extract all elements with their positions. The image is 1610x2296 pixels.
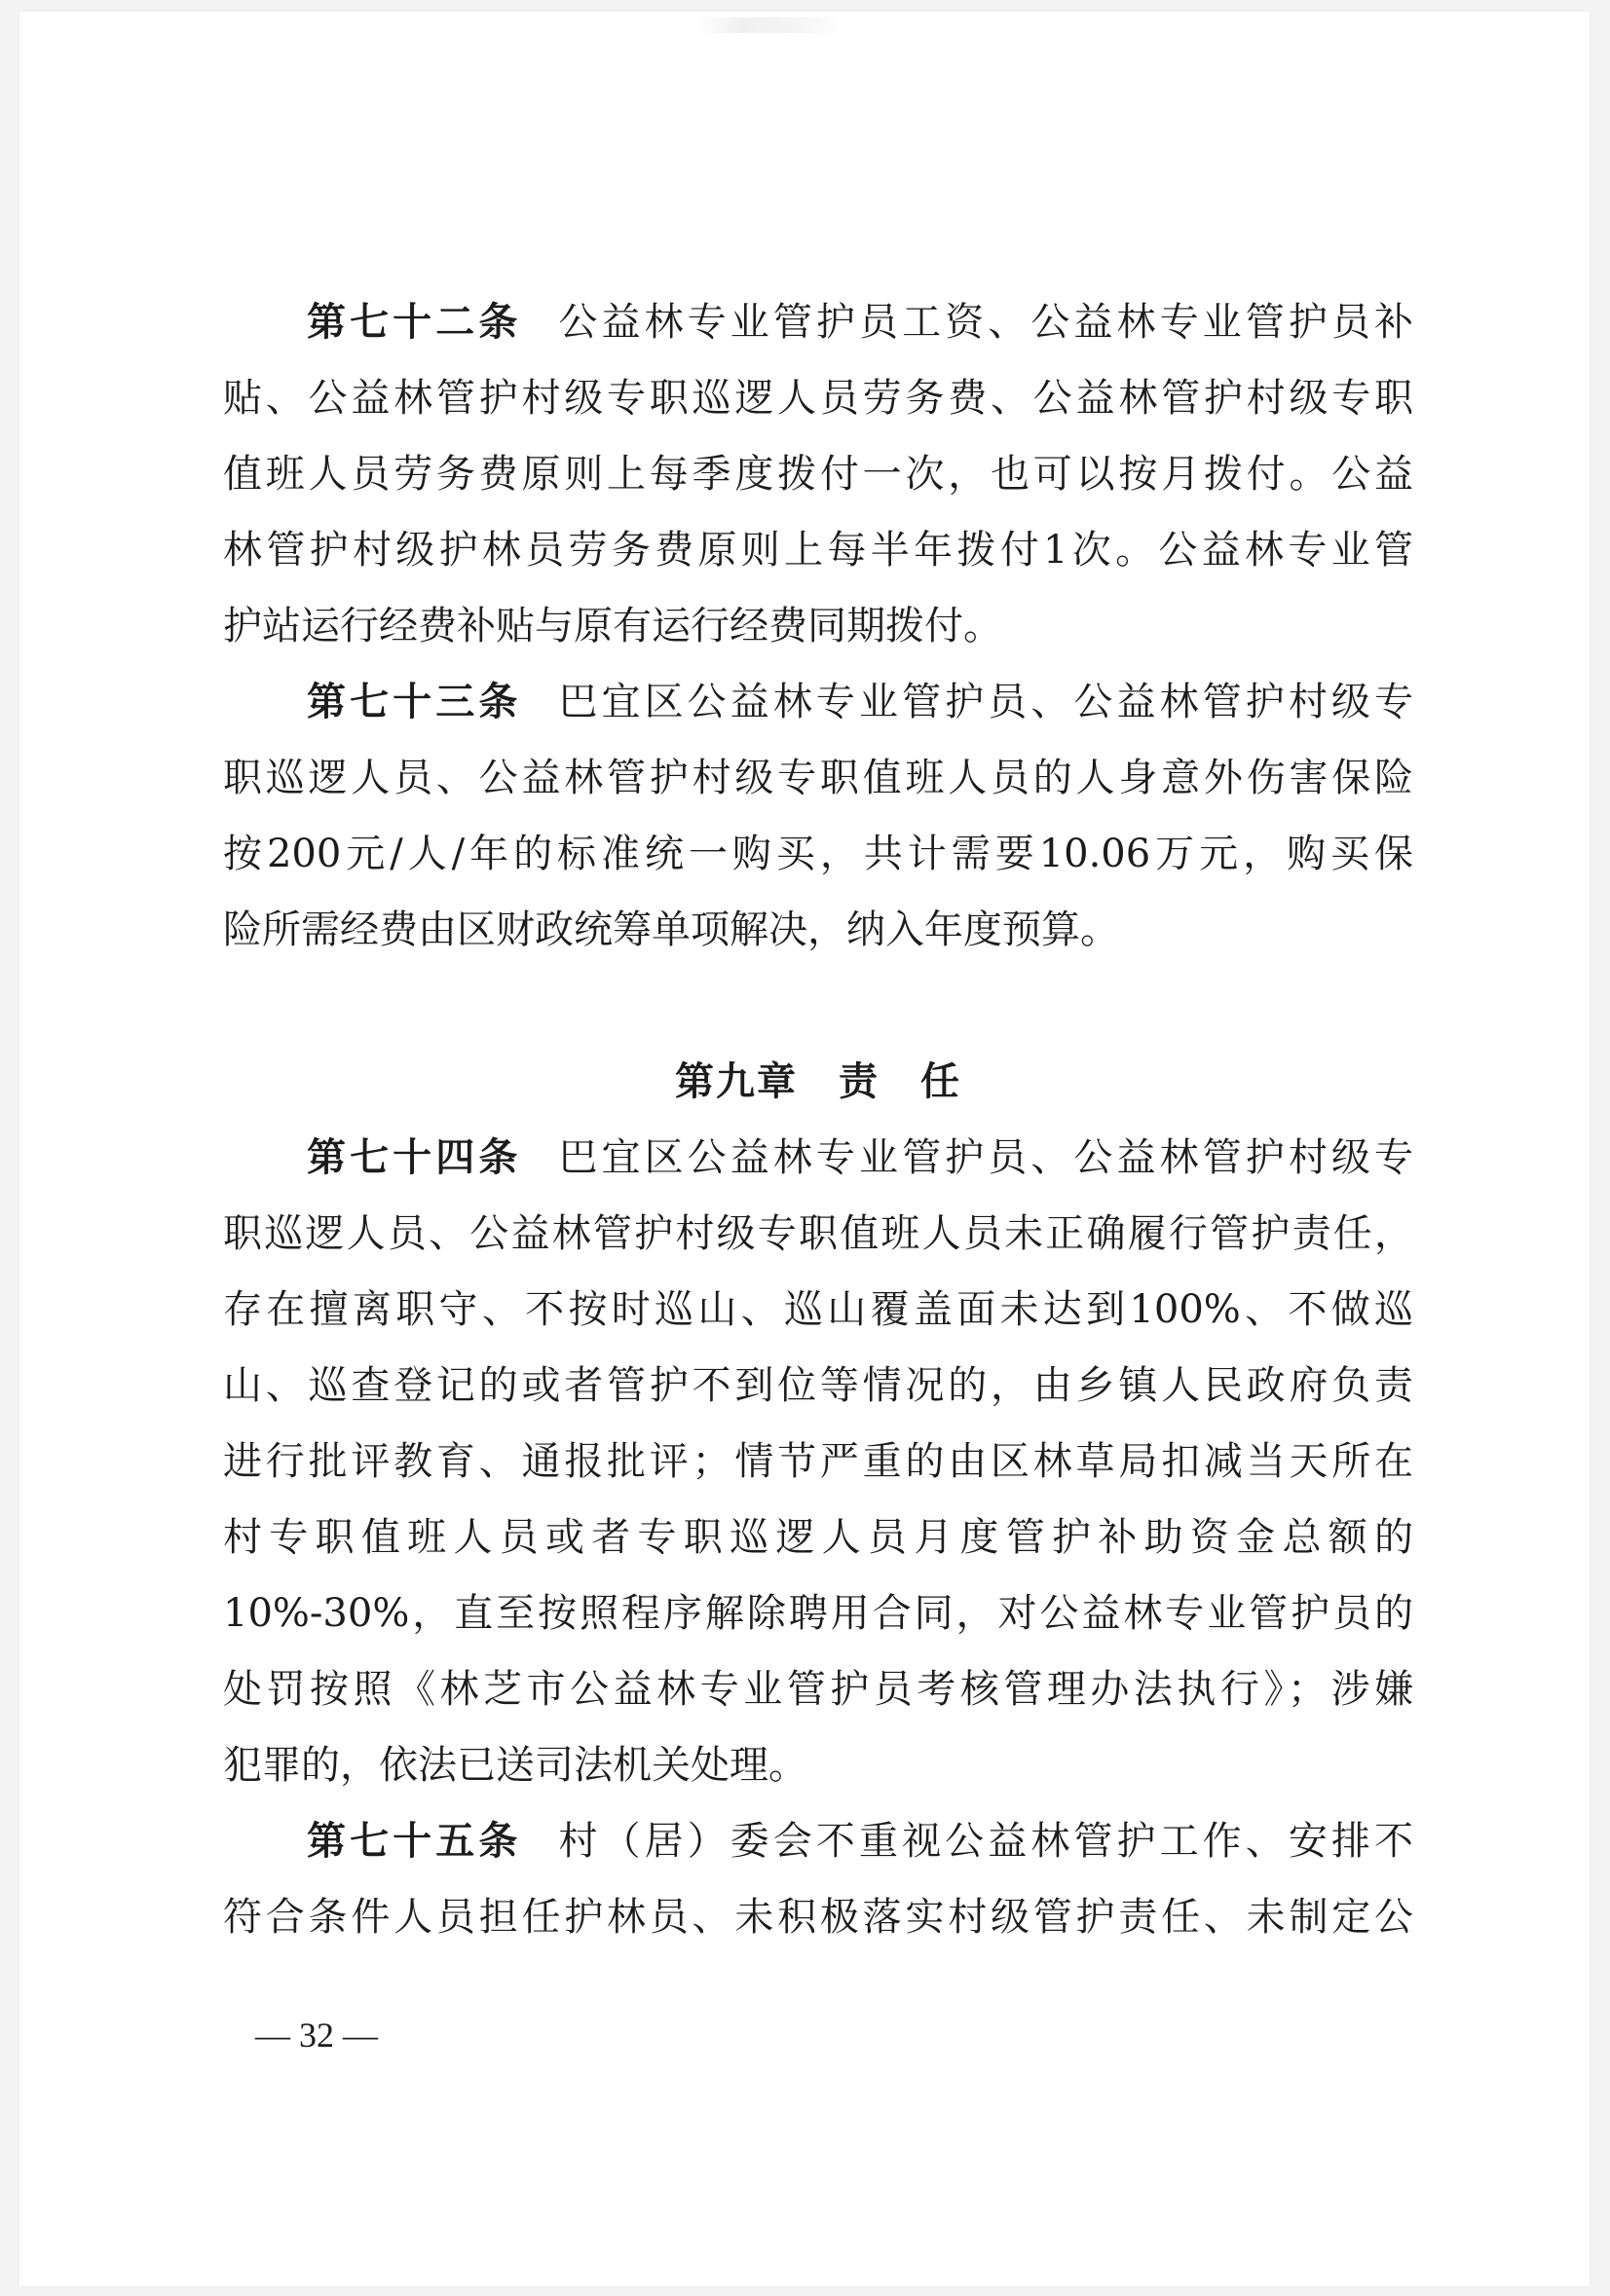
article-74-line-6: 村专职值班人员或者专职巡逻人员月度管护补助资金总额的 xyxy=(223,1515,1413,1560)
article-73-line-1 xyxy=(307,675,1413,729)
article-75-label: 第七十五条 xyxy=(307,1819,522,1864)
article-73-label: 第七十三条 xyxy=(307,680,522,724)
page-number: — 32 — xyxy=(255,2016,378,2055)
article-73-text-1: 巴宜区公益林专业管护员、公益林管护村级专 xyxy=(558,680,1414,724)
article-74-text-1: 巴宜区公益林专业管护员、公益林管护村级专 xyxy=(558,1135,1414,1180)
article-72-line-1 xyxy=(307,295,1413,350)
article-74-label: 第七十四条 xyxy=(307,1135,522,1180)
article-72-line-5: 护站运行经费补贴与原有运行经费同期拨付。 xyxy=(223,604,1002,648)
article-72-label: 第七十二条 xyxy=(307,300,522,345)
scan-artifact xyxy=(696,18,842,33)
article-74-line-2: 职巡逻人员、公益林管护村级专职值班人员未正确履行管护责任， xyxy=(223,1211,1413,1256)
article-74-line-3: 存在擅离职守、不按时巡山、巡山覆盖面未达到100%、不做巡 xyxy=(223,1287,1413,1332)
article-74-line-5: 进行批评教育、通报批评；情节严重的由区林草局扣减当天所在 xyxy=(223,1439,1413,1484)
article-74-line-9: 犯罪的，依法已送司法机关处理。 xyxy=(223,1743,807,1788)
chapter-heading: 第九章 责 任 xyxy=(675,1059,961,1104)
article-73-line-4: 险所需经费由区财政统筹单项解决，纳入年度预算。 xyxy=(223,907,1119,952)
article-74-line-1 xyxy=(307,1130,1413,1185)
article-75-line-2: 符合条件人员担任护林员、未积极落实村级管护责任、未制定公 xyxy=(223,1895,1413,1940)
article-74-line-7: 10%-30%，直至按照程序解除聘用合同，对公益林专业管护员的 xyxy=(223,1591,1413,1636)
article-75-line-1 xyxy=(307,1814,1413,1869)
article-74-line-8: 处罚按照《林芝市公益林专业管护员考核管理办法执行》；涉嫌 xyxy=(223,1667,1413,1712)
article-72-line-2: 贴、公益林管护村级专职巡逻人员劳务费、公益林管护村级专职 xyxy=(223,376,1413,421)
article-73-line-2: 职巡逻人员、公益林管护村级专职值班人员的人身意外伤害保险 xyxy=(223,756,1413,800)
article-72-line-3: 值班人员劳务费原则上每季度拨付一次，也可以按月拨付。公益 xyxy=(223,452,1413,497)
article-73-line-3: 按200元/人/年的标准统一购买，共计需要10.06万元，购买保 xyxy=(223,832,1413,876)
article-72-line-4: 林管护村级护林员劳务费原则上每半年拨付1次。公益林专业管 xyxy=(223,528,1413,573)
article-75-text-1: 村（居）委会不重视公益林管护工作、安排不 xyxy=(558,1819,1414,1864)
article-72-text-1: 公益林专业管护员工资、公益林专业管护员补 xyxy=(558,300,1414,345)
article-74-line-4: 山、巡查登记的或者管护不到位等情况的，由乡镇人民政府负责 xyxy=(223,1363,1413,1408)
